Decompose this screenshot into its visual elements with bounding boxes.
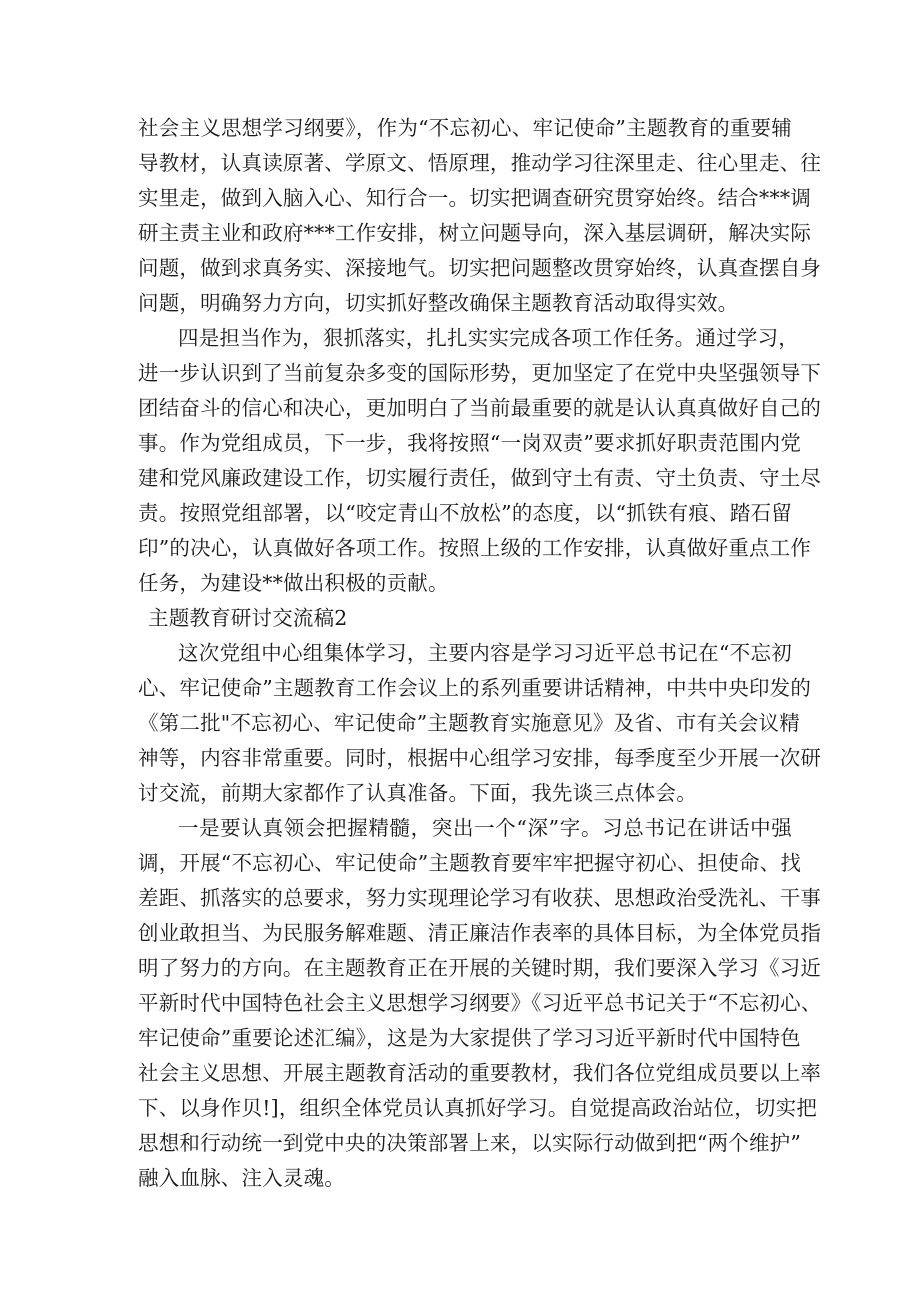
- paragraph-first-line: 一是要认真领会把握精髓，突出一个“深”字。习总书记在讲话中强: [178, 816, 792, 840]
- text-line: 《第二批"不忘初心、牢记使命”主题教育实施意见》及省、市有关会议精: [138, 711, 801, 735]
- text-line: 问题，做到求真务实、深接地气。切实把问题整改贯穿始终，认真查摆自身: [138, 256, 822, 280]
- text-line: 讨交流，前期大家都作了认真准备。下面，我先谈三点体会。: [138, 781, 697, 805]
- paragraph-first-line: 这次党组中心组集体学习，主要内容是学习习近平总书记在“不忘初: [178, 641, 792, 665]
- text-line: 社会主义思想、开展主题教育活动的重要教材，我们各位党组成员要以上率: [138, 1061, 822, 1085]
- text-line: 研主责主业和政府***工作安排，树立问题导向，深入基层调研，解决实际: [138, 221, 812, 245]
- text-line: 导教材，认真读原著、学原文、悟原理，推动学习往深里走、往心里走、往: [138, 151, 822, 175]
- text-line: 实里走，做到入脑入心、知行合一。切实把调查研究贯穿始终。结合***调: [138, 186, 812, 210]
- text-line: 事。作为党组成员，下一步，我将按照“一岗双责”要求抓好职责范围内党: [138, 431, 802, 455]
- text-line: 责。按照党组部署，以“咬定青山不放松”的态度，以“抓铁有痕、踏石留: [138, 501, 792, 525]
- text-line: 心、牢记使命”主题教育工作会议上的系列重要讲话精神，中共中央印发的: [138, 676, 812, 700]
- text-line: 牢记使命”重要论述汇编》，这是为大家提供了学习习近平新时代中国特色: [138, 1026, 801, 1050]
- text-line: 差距、抓落实的总要求，努力实现理论学习有收获、思想政治受洗礼、干事: [138, 886, 822, 910]
- text-line: 明了努力的方向。在主题教育正在开展的关键时期，我们要深入学习《习近: [138, 956, 822, 980]
- section-heading: 主题教育研讨交流稿2: [148, 606, 348, 630]
- text-line: 平新时代中国特色社会主义思想学习纲要》《习近平总书记关于“不忘初心、: [138, 991, 822, 1015]
- paragraph-first-line: 四是担当作为，狠抓落实，扎扎实实完成各项工作任务。通过学习，: [178, 326, 799, 350]
- text-line: 问题，明确努力方向，切实抓好整改确保主题教育活动取得实效。: [138, 291, 739, 315]
- text-line: 印”的决心，认真做好各项工作。按照上级的工作安排，认真做好重点工作: [138, 536, 812, 560]
- text-line: 调，开展“不忘初心、牢记使命”主题教育要牢牢把握守初心、担使命、找: [138, 851, 802, 875]
- text-line: 进一步认识到了当前复杂多变的国际形势，更加坚定了在党中央坚强领导下: [138, 361, 822, 385]
- text-line: 社会主义思想学习纲要》，作为“不忘初心、牢记使命”主题教育的重要辅: [138, 116, 792, 140]
- text-line: 建和党风廉政建设工作，切实履行责任，做到守土有责、守土负责、守土尽: [138, 466, 822, 490]
- text-line: 创业敢担当、为民服务解难题、清正廉洁作表率的具体目标，为全体党员指: [138, 921, 822, 945]
- text-line: 思想和行动统一到党中央的决策部署上来，以实际行动做到把“两个维护”: [138, 1131, 802, 1155]
- text-line: 融入血脉、注入灵魂。: [138, 1166, 345, 1190]
- text-line: 任务，为建设**做出积极的贡献。: [138, 571, 449, 595]
- text-line: 神等，内容非常重要。同时，根据中心组学习安排，每季度至少开展一次研: [138, 746, 822, 770]
- text-line: 下、以身作贝!]，组织全体党员认真抓好学习。自觉提高政治站位，切实把: [138, 1096, 818, 1120]
- text-line: 团结奋斗的信心和决心，更加明白了当前最重要的就是认认真真做好自己的: [138, 396, 822, 420]
